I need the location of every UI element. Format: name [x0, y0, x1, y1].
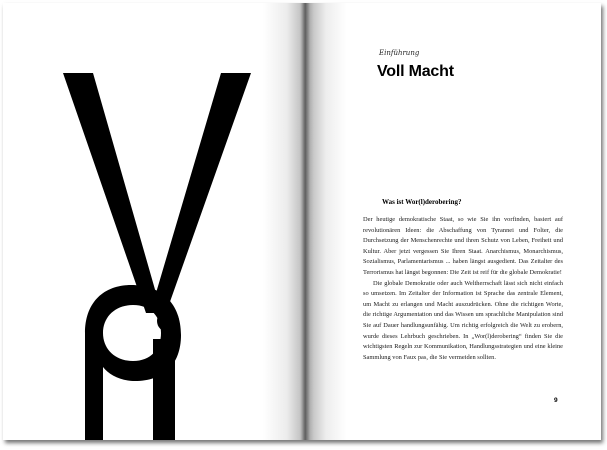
body-text: [363, 215, 563, 363]
right-page: [305, 3, 601, 440]
chapter-kicker: Einführung: [379, 49, 420, 57]
letter-i-dot: [157, 310, 179, 332]
paragraph-1: Der heutige demokratische Staat, so wie Sie ihn vorfinden, basiert auf revolutionären Ideen: die Abschaffung von Tyrannei und Folter, die Durchsetzung der Menschenrechte und ihren Schutz von Leben, Freiheit und Kultur. Aber jetzt vergessen Sie Ihren Staat. Anarchismus, Monarchismus, Sozialismus, Parlamentarismus ... haben längst ausgedient. Das Zeitalter des Terrorismus hat längst begonnen: Die Zeit ist reif für die globale Demokratie!: [363, 216, 563, 276]
letter-i-stem: [153, 339, 175, 440]
paragraph-2: Die globale Demokratie oder auch Weltherrschaft lässt sich nicht einfach so umsetzen. Im Zeitalter der Information ist Sprache das zentrale Element, um Macht zu erlangen und Macht auszudrücken. Ohne die richtigen Worte, die richtige Argumentation und das Wissen um sprachliche Manipulation sind Sie auf Dauer handlungsunfähig. Um richtig erfolgreich die Welt zu erobern, wurde dieses Lehrbuch geschrieben. In „Wor(l)derobering“ finden Sie die wichtigsten Regeln zur Kommunikation, Handlungsstrategien und eine kleine Sammlung von Faux pas, die Sie vermeiden sollten.: [363, 279, 563, 361]
page-number: 9: [554, 397, 558, 404]
open-book: [3, 3, 601, 440]
letter-v-shape: [63, 73, 251, 313]
chapter-title: Voll Macht: [377, 63, 454, 80]
typographic-artwork: [3, 3, 305, 440]
left-page: [3, 3, 305, 440]
book-gutter: [300, 3, 310, 440]
section-heading: Was ist Wor(l)derobering?: [382, 198, 462, 206]
